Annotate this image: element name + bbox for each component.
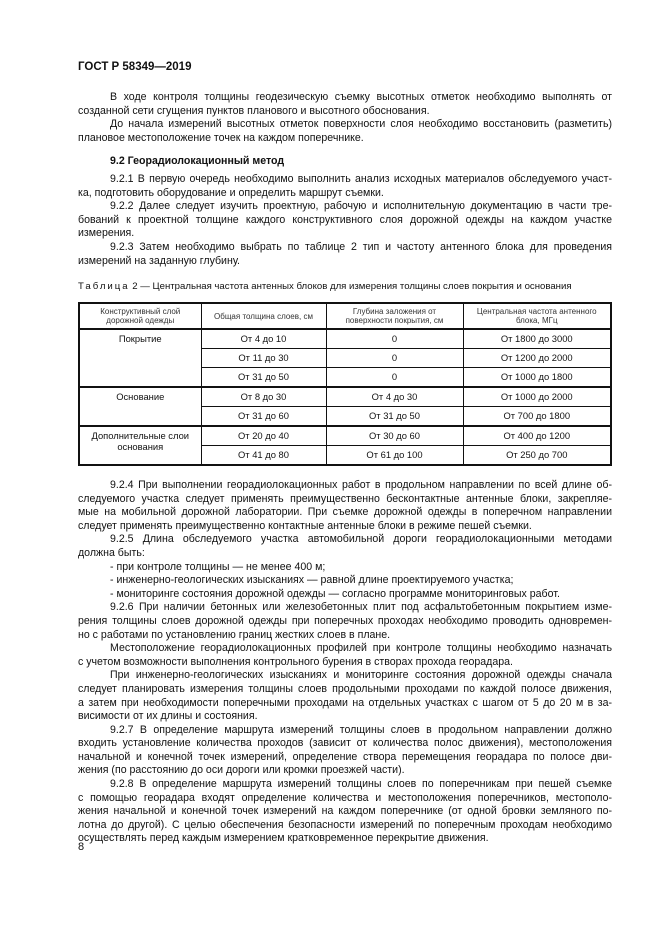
- text-line: а затем при необходимости поперечными проходами на отдельных участках с шагом от 5 до 20 м в за-: [78, 696, 612, 709]
- text-line: осуществлять перед каждым измерением кратковременное перекрытие движения.: [78, 832, 489, 845]
- table-cell: От 700 до 1800: [463, 407, 611, 427]
- table-cell: От 1800 до 3000: [463, 329, 611, 349]
- body-text: [78, 479, 612, 846]
- text-line: рения толщины слоев дорожной одежды при поперечных проходах необходимо проводить одновремен-: [78, 614, 612, 627]
- text-line: 9.2.3 Затем необходимо выбрать по таблице 2 тип и частоту антенного блока для проведения: [110, 240, 612, 253]
- table-caption-text: 2 — Центральная частота антенных блоков для измерения толщины слоев покрытия и основания: [129, 281, 572, 292]
- paragraph: [78, 241, 612, 268]
- text-line: 9.2.6 При наличии бетонных или железобетонных плит под асфальтобетонным покрытием изме-: [110, 601, 612, 614]
- table-row: [79, 329, 611, 349]
- layer-cell: Дополнительные слои основания: [79, 426, 201, 465]
- paragraph: [78, 533, 612, 560]
- intro-text: [78, 91, 612, 145]
- text-line: с учетом возможности выполнения контрольного бурения в створах прохода георадара.: [78, 655, 513, 668]
- paragraph: [78, 200, 612, 241]
- text-line: В ходе контроля толщины геодезическую съемку высотных отметок необходимо выполнять от: [110, 91, 612, 103]
- table-cell: От 20 до 40: [201, 426, 326, 446]
- text-line: 9.2.2 Далее следует изучить проектную, рабочую и исполнительную документацию в части тре-: [110, 200, 612, 213]
- table-cell: От 250 до 700: [463, 446, 611, 466]
- text-line: следует применять преимущественно контактные антенные блоки в режиме пешей съемки.: [78, 519, 532, 532]
- text-line: следует планировать измерения толщины слоев продольными проходами по каждой полосе движения,: [78, 682, 612, 695]
- text-line: - мониторинге состояния дорожной одежды — согласно программе мониторинговых работ.: [110, 587, 560, 600]
- table-cell: От 1000 до 2000: [463, 387, 611, 407]
- paragraph: [78, 118, 612, 145]
- text-line: измерений на заданную глубину.: [78, 254, 240, 267]
- text-line: следуемого участка следует применять преимущественно бесконтактные антенные блоки, закрепляе-: [78, 492, 612, 505]
- text-line: 9.2.8 В определение маршрута измерений толщины слоев по поперечникам при пешей съемке: [110, 778, 612, 791]
- text-line: жения начальной и конечной точек измерений на каждом поперечнике (от одной бровки земляного по-: [78, 805, 612, 818]
- table-cell: От 4 до 30: [326, 387, 463, 407]
- text-line: Местоположение георадиолокационных профилей при контроле толщины необходимо назначать: [110, 642, 612, 655]
- table-cell: От 11 до 30: [201, 349, 326, 368]
- text-line: 9.2.7 В определение маршрута измерений толщины слоев в продольном направлении должно: [110, 723, 612, 736]
- section-heading: 9.2 Георадиолокационный метод: [110, 155, 285, 167]
- paragraph: [78, 601, 612, 642]
- table-cell: 0: [326, 349, 463, 368]
- text-line: - при контроле толщины — не менее 400 м;: [110, 560, 326, 573]
- column-header: Общая толщина слоев, см: [201, 303, 326, 329]
- text-line: с помощью георадара входят определение количества и местоположения поперечников, местополо-: [78, 791, 612, 804]
- paragraph: [78, 778, 612, 846]
- list-item: [78, 588, 612, 602]
- text-line: созданной сети сгущения пунктов планового и высотного обоснования.: [78, 104, 430, 117]
- text-line: жения (по расстоянию до оси дороги или кромки проезжей части).: [78, 764, 405, 777]
- column-header: Конструктивный слой дорожной одежды: [79, 303, 201, 329]
- text-line: 9.2.4 При выполнении георадиолокационных работ в продольном направлении по всей длине об-: [110, 479, 612, 491]
- table-cell: От 1200 до 2000: [463, 349, 611, 368]
- layer-cell: Основание: [79, 387, 201, 426]
- column-header: Центральная частота антенного блока, МГц: [463, 303, 611, 329]
- paragraph: [78, 724, 612, 778]
- table-cell: От 31 до 50: [326, 407, 463, 427]
- section-text: [78, 173, 612, 268]
- text-line: - инженерно-геологических изысканиях — равной длине проектируемого участка;: [110, 574, 514, 587]
- page-number: 8: [78, 841, 85, 853]
- text-line: бований к проектной толщине каждого конструктивного слоя дорожной одежды на каждом участке: [78, 213, 612, 226]
- text-line: До начала измерений высотных отметок поверхности слоя необходимо восстановить (разметить): [110, 118, 612, 131]
- paragraph: [78, 642, 612, 669]
- text-line: но с работами по установлению границ жестких слоев в плане.: [78, 628, 391, 641]
- table-cell: От 400 до 1200: [463, 426, 611, 446]
- table-cell: От 31 до 60: [201, 407, 326, 427]
- text-line: 9.2.5 Длина обследуемого участка автомобильной дороги георадиолокационными методами: [110, 533, 612, 546]
- table-cell: От 30 до 60: [326, 426, 463, 446]
- table-row: [79, 426, 611, 446]
- table-cell: От 1000 до 1800: [463, 368, 611, 388]
- table-cell: 0: [326, 329, 463, 349]
- table-cell: От 8 до 30: [201, 387, 326, 407]
- table-caption-label: Таблица: [78, 281, 130, 292]
- text-line: висимости от их длины и состояния.: [78, 710, 258, 723]
- paragraph: [78, 669, 612, 723]
- paragraph: [78, 173, 612, 200]
- list-item: [78, 574, 612, 588]
- table-cell: 0: [326, 368, 463, 388]
- text-line: 9.2.1 В первую очередь необходимо выполнить анализ исходных материалов обследуемого участ-: [110, 173, 612, 185]
- text-line: начальной и конечной точек измерений, определение створа перемещения георадара по полосе дви-: [78, 750, 612, 763]
- layer-cell: Покрытие: [79, 329, 201, 387]
- text-line: ка, подготовить оборудование и определить маршрут съемки.: [78, 186, 384, 199]
- text-line: лотна до другой). С целью обеспечения безопасности измерений по поперечным проходам необходимо: [78, 818, 612, 831]
- table-caption: [78, 281, 572, 292]
- table-cell: От 4 до 10: [201, 329, 326, 349]
- document-header: ГОСТ Р 58349—2019: [78, 61, 192, 73]
- paragraph: [78, 479, 612, 533]
- text-line: должна быть:: [78, 546, 145, 559]
- table-row: [79, 387, 611, 407]
- table-cell: От 31 до 50: [201, 368, 326, 388]
- table-cell: От 61 до 100: [326, 446, 463, 466]
- text-line: плановое местоположение точек на каждом поперечнике.: [78, 131, 364, 144]
- column-header: Глубина заложения от поверхности покрытия, см: [326, 303, 463, 329]
- list-item: [78, 561, 612, 575]
- text-line: входить установление количества проходов (зависит от количества полос движения), местоположения: [78, 737, 612, 750]
- text-line: измерения.: [78, 227, 135, 240]
- text-line: При инженерно-геологических изысканиях и мониторинге состояния дорожной одежды сначала: [110, 669, 612, 682]
- table-cell: От 41 до 80: [201, 446, 326, 466]
- antenna-frequency-table: [78, 302, 612, 466]
- text-line: мые на мобильной дорожной лаборатории. При съемке дорожной одежды в поперечном направлении: [78, 506, 612, 519]
- paragraph: [78, 91, 612, 118]
